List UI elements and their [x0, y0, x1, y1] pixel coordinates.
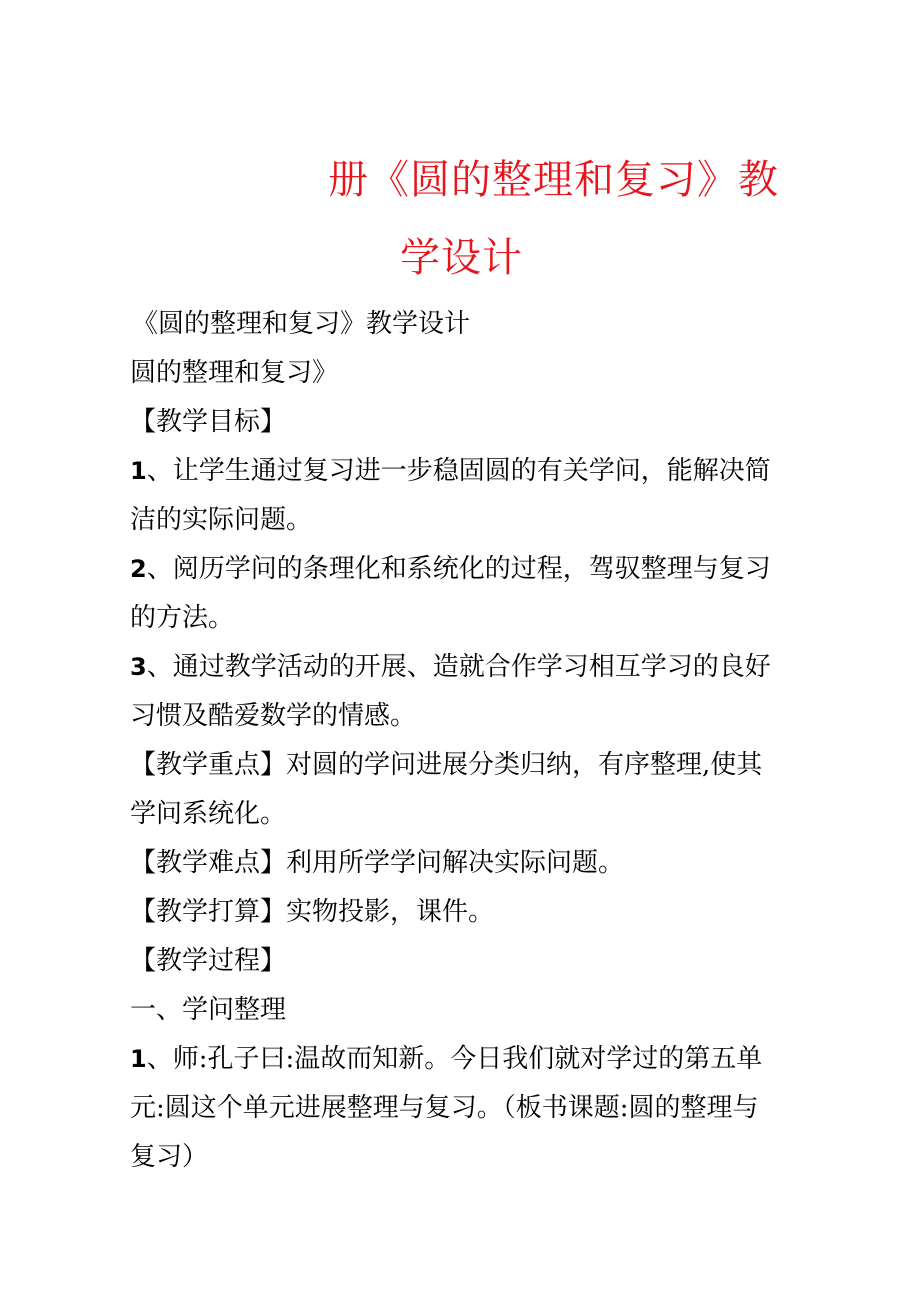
document-title-line-1: 册《圆的整理和复习》教 — [328, 157, 779, 203]
section-heading-difficulties — [130, 839, 800, 888]
section-heading-objectives — [130, 398, 800, 447]
paragraph-text: 一、学问整理 — [130, 995, 287, 1025]
paragraph-text: 、通过教学活动的开展、造就合作学习相互学习的良好 — [146, 652, 771, 682]
list-number: 3 — [130, 653, 147, 681]
paragraph-text: 、让学生通过复习进一步稳固圆的有关学问，能解决简 — [146, 456, 771, 486]
paragraph-text: 洁的实际问题。 — [130, 505, 313, 535]
paragraph-line — [130, 496, 800, 545]
list-item — [130, 1035, 800, 1084]
list-item — [130, 643, 800, 692]
paragraph-line — [130, 790, 800, 839]
list-item — [130, 545, 800, 594]
paragraph-text: 复习） — [130, 1142, 209, 1172]
list-number: 1 — [130, 457, 147, 485]
paragraph-line — [130, 1133, 800, 1182]
paragraph-text: 【教学目标】 — [130, 407, 287, 437]
paragraph-line — [130, 692, 800, 741]
paragraph-text: 《圆的整理和复习》教学设计 — [132, 309, 471, 339]
paragraph-text: 习惯及酷爱数学的情感。 — [130, 701, 417, 731]
paragraph-text: 、师:孔子曰:温故而知新。今日我们就对学过的第五单 — [146, 1044, 763, 1074]
paragraph-text: 学问系统化。 — [130, 799, 287, 829]
list-number: 1 — [130, 1045, 147, 1073]
paragraph-text: 元:圆这个单元进展整理与复习。（板书课题:圆的整理与 — [130, 1093, 759, 1123]
paragraph-text: 【教学难点】利用所学学问解决实际问题。 — [130, 848, 625, 878]
list-item — [130, 447, 800, 496]
paragraph-text: 【教学重点】对圆的学问进展分类归纳，有序整理,使其 — [130, 750, 763, 780]
paragraph-text: 圆的整理和复习》 — [130, 358, 339, 388]
section-heading-key-points — [130, 741, 800, 790]
subtitle-line — [130, 300, 800, 349]
paragraph-text: 的方法。 — [130, 603, 235, 633]
document-title-line-2: 学设计 — [400, 235, 523, 281]
paragraph-text: 【教学打算】实物投影，课件。 — [130, 897, 495, 927]
section-heading-process — [130, 937, 800, 986]
paragraph-line — [130, 1084, 800, 1133]
paragraph-text: 、阅历学问的条理化和系统化的过程，驾驭整理与复习 — [146, 554, 771, 584]
list-number: 2 — [130, 555, 147, 583]
paragraph-text: 【教学过程】 — [130, 946, 287, 976]
paragraph-line — [130, 594, 800, 643]
document-body — [130, 300, 800, 1182]
subsection-heading — [130, 986, 800, 1035]
section-heading-preparation — [130, 888, 800, 937]
paragraph-line — [130, 349, 800, 398]
